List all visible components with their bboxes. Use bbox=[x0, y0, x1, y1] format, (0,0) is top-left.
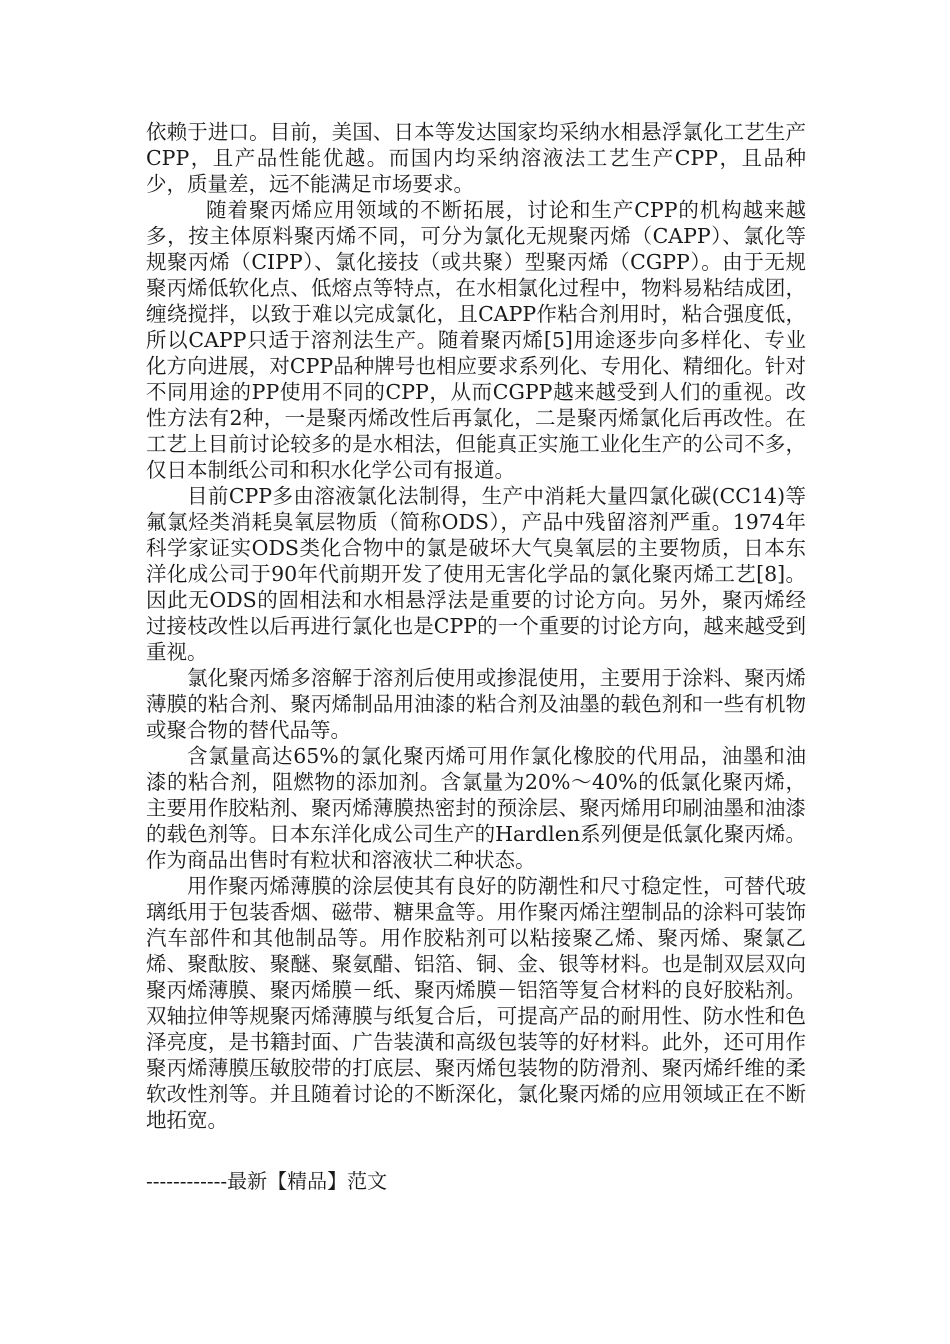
paragraph-6: 用作聚丙烯薄膜的涂层使其有良好的防潮性和尺寸稳定性，可替代玻璃纸用于包装香烟、磁带、糖果盒等。用作聚丙烯注塑制品的涂料可装饰汽车部件和其他制品等。用作胶粘剂可以粘接聚乙烯、聚丙烯、聚氯乙烯、聚酞胺、聚醚、聚氨醋、铝箔、铜、金、银等材料。也是制双层双向聚丙烯薄膜、聚丙烯膜－纸、聚丙烯膜－铝箔等复合材料的良好胶粘剂。双轴拉伸等规聚丙烯薄膜与纸复合后，可提高产品的耐用性、防水性和色泽亮度，是书籍封面、广告装潢和高级包装等的好材料。此外，还可用作聚丙烯薄膜压敏胶带的打底层、聚丙烯包装物的防滑剂、聚丙烯纤维的柔软改性剂等。并且随着讨论的不断深化，氯化聚丙烯的应用领域正在不断地拓宽。 bbox=[146, 874, 806, 1132]
document-body bbox=[146, 119, 806, 1133]
paragraph-3: 目前CPP多由溶液氯化法制得，生产中消耗大量四氯化碳(CC14)等氟氯烃类消耗臭氧层物质（简称ODS），产品中残留溶剂严重。1974年科学家证实ODS类化合物中的氯是破坏大气臭氧层的主要物质，日本东洋化成公司于90年代前期开发了使用无害化学品的氯化聚丙烯工艺[8]。因此无ODS的固相法和水相悬浮法是重要的讨论方向。另外，聚丙烯经过接枝改性以后再进行氯化也是CPP的一个重要的讨论方向，越来越受到重视。 bbox=[146, 484, 806, 664]
paragraph-1: 依赖于进口。目前，美国、日本等发达国家均采纳水相悬浮氯化工艺生产CPP，且产品性能优越。而国内均采纳溶液法工艺生产CPP，且品种少，质量差，远不能满足市场要求。 bbox=[146, 120, 806, 196]
footer-text: ------------最新【精品】范文 bbox=[146, 1169, 388, 1193]
paragraph-2: 随着聚丙烯应用领域的不断拓展，讨论和生产CPP的机构越来越多，按主体原料聚丙烯不同，可分为氯化无规聚丙烯（CAPP）、氯化等规聚丙烯（CIPP）、氯化接技（或共聚）型聚丙烯（CGPP）。由于无规聚丙烯低软化点、低熔点等特点，在水相氯化过程中，物料易粘结成团，缠绕搅拌，以致于难以完成氯化，且CAPP作粘合剂用时，粘合强度低，所以CAPP只适于溶剂法生产。随着聚丙烯[5]用途逐步向多样化、专业化方向进展，对CPP品种牌号也相应要求系列化、专用化、精细化。针对不同用途的PP使用不同的CPP，从而CGPP越来越受到人们的重视。改性方法有2种，一是聚丙烯改性后再氯化，二是聚丙烯氯化后再改性。在工艺上目前讨论较多的是水相法，但能真正实施工业化生产的公司不多，仅日本制纸公司和积水化学公司有报道。 bbox=[146, 198, 806, 482]
paragraph-4: 氯化聚丙烯多溶解于溶剂后使用或掺混使用，主要用于涂料、聚丙烯薄膜的粘合剂、聚丙烯制品用油漆的粘合剂及油墨的载色剂和一些有机物或聚合物的替代品等。 bbox=[146, 666, 806, 742]
paragraph-5: 含氯量高达65%的氯化聚丙烯可用作氯化橡胶的代用品，油墨和油漆的粘合剂，阻燃物的添加剂。含氯量为20%～40%的低氯化聚丙烯，主要用作胶粘剂、聚丙烯薄膜热密封的预涂层、聚丙烯用印刷油墨和油漆的载色剂等。日本东洋化成公司生产的Hardlen系列便是低氯化聚丙烯。作为商品出售时有粒状和溶液状二种状态。 bbox=[146, 744, 806, 872]
